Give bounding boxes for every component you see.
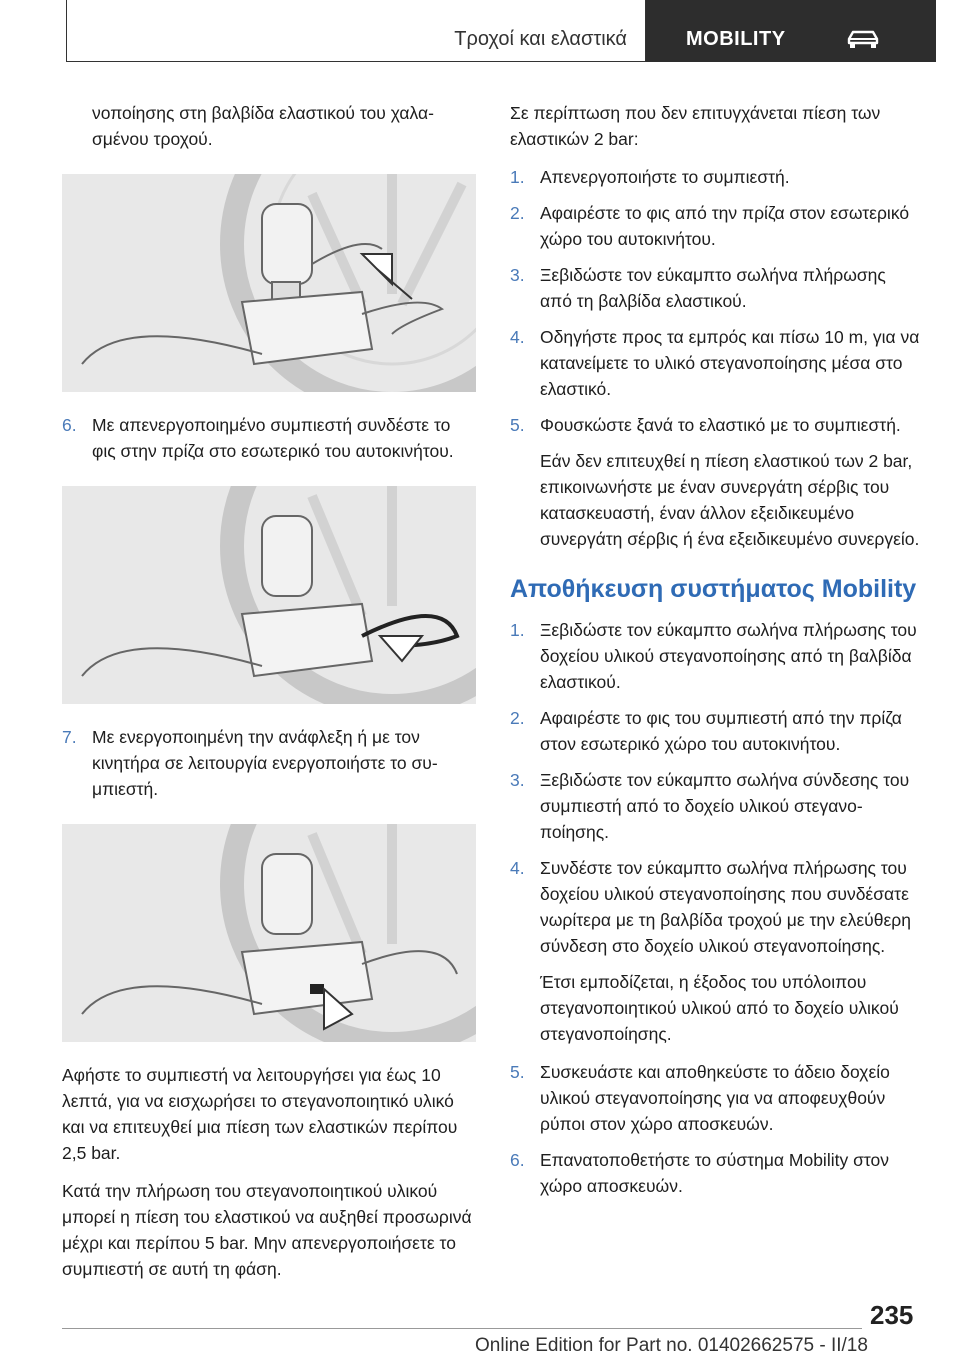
car-icon — [846, 28, 880, 50]
step-4-note: Έτσι εμποδίζεται, η έξοδος του υπόλοιπου στεγανοποιητικού υλικού από το δοχείο υλικού στεγανοποίησης. — [540, 972, 899, 1044]
step-number: 5. — [510, 415, 525, 435]
step-number: 2. — [510, 203, 525, 223]
page-header — [66, 0, 936, 62]
figure-compressor-plug — [62, 486, 476, 704]
step-text: Με απενεργοποιημένο συμπιεστή συνδέστε το φις στην πρίζα στο εσωτερικό του αυτοκινήτου. — [92, 415, 454, 461]
step-6 — [62, 412, 472, 464]
step-text: Απενεργοποιήστε το συμπιεστή. — [540, 167, 790, 187]
header-section-box — [66, 0, 646, 62]
mobility-tab — [646, 0, 936, 62]
step-number: 4. — [510, 327, 525, 347]
left-para-2: Κατά την πλήρωση του στεγανοποιητικού υλικού μπορεί η πίεση του ελαστικού να αυξηθεί προσωρινά μέχρι και περίπου 5 bar. Μην απενεργοποιήσετε το συμπιεστή σε αυτή τη φάση. — [62, 1181, 472, 1279]
step-text: Με ενεργοποιημένη την ανάφλεξη ή με τον κινητήρα σε λειτουργία ενεργοποιήστε το συμπιεστή. — [92, 727, 438, 799]
step-b-4 — [510, 855, 920, 959]
step-number: 3. — [510, 770, 525, 790]
step-c-6 — [510, 1147, 920, 1199]
step-text: Ξεβιδώστε τον εύκαμπτο σωλήνα πλήρωσης από τη βαλβίδα ελαστικού. — [540, 265, 886, 311]
step-number: 1. — [510, 620, 525, 640]
step-7 — [62, 724, 472, 802]
tab-label: MOBILITY — [686, 28, 786, 50]
step-text: Συνδέστε τον εύκαμπτο σωλήνα πλήρωσης του δοχείου υλικού στεγανοποίησης που συνδέσατε νωρίτερα με τη βαλβίδα τροχού με την ελεύθερη σύνδεση στο δοχείο υλικού στεγανοποίησης. — [540, 858, 911, 956]
page-number: 235 — [870, 1300, 914, 1330]
step-number: 2. — [510, 708, 525, 728]
step-a-2 — [510, 200, 920, 252]
step-text: Ξεβιδώστε τον εύκαμπτο σωλήνα πλήρωσης του δοχείου υλικού στεγανοποίησης από τη βαλβίδα ελαστικού. — [540, 620, 917, 692]
left-column — [62, 100, 472, 1294]
step-text: Συσκευάστε και αποθηκεύστε το άδειο δοχείο υλικού στεγανοποίησης για να αποφευχθούν ρύποι στον χώρο αποσκευών. — [540, 1062, 890, 1134]
edition-text: Online Edition for Part no. 01402662575 - II/18 — [475, 1335, 868, 1356]
compressor-illustration — [62, 174, 476, 392]
step-b-3 — [510, 767, 920, 845]
step-text: Επανατοποθετήστε το σύστημα Mobility στον χώρο αποσκευών. — [540, 1150, 890, 1196]
step-number: 6. — [62, 415, 77, 435]
step-a-5 — [510, 412, 920, 438]
compressor-switch-illustration — [62, 824, 476, 1042]
step-text: Οδηγήστε προς τα εμπρός και πίσω 10 m, για να κατανείμετε το υλικό στεγανοποίησης μέσα στο ελαστικό. — [540, 327, 920, 399]
left-intro: νοποίησης στη βαλβίδα ελαστικού του χαλασμένου τροχού. — [92, 103, 434, 149]
step-c-5 — [510, 1059, 920, 1137]
footer-divider — [62, 1328, 862, 1329]
right-column — [510, 100, 920, 1209]
step-a-4 — [510, 324, 920, 402]
right-intro: Σε περίπτωση που δεν επιτυγχάνεται πίεση των ελαστικών 2 bar: — [510, 103, 881, 149]
step-text: Αφαιρέστε το φις του συμπιεστή από την πρίζα στον εσωτερικό χώρο του αυτοκινήτου. — [540, 708, 902, 754]
figure-compressor-valve — [62, 174, 476, 392]
step-text: Ξεβιδώστε τον εύκαμπτο σωλήνα σύνδεσης του συμπιεστή από το δοχείο υλικού στεγανοποίησης. — [540, 770, 910, 842]
step-text: Φουσκώστε ξανά το ελαστικό με το συμπιεστή. — [540, 415, 901, 435]
step-text: Αφαιρέστε το φις από την πρίζα στον εσωτερικό χώρο του αυτοκινήτου. — [540, 203, 910, 249]
section-heading: Αποθήκευση συστήματος Mobility — [510, 575, 917, 603]
step-a-1 — [510, 164, 920, 190]
step-5-note: Εάν δεν επιτευχθεί η πίεση ελαστικού των 2 bar, επικοινωνήστε με έναν συνεργάτη σέρβις του κατασκευαστή, έναν άλλον εξειδικευμένο συνεργάτη σέρβις ή ένα εξειδικευμένο συνεργείο. — [540, 451, 920, 549]
step-number: 1. — [510, 167, 525, 187]
step-b-2 — [510, 705, 920, 757]
step-number: 4. — [510, 858, 525, 878]
step-number: 3. — [510, 265, 525, 285]
step-a-3 — [510, 262, 920, 314]
step-b-1 — [510, 617, 920, 695]
figure-compressor-switch — [62, 824, 476, 1042]
section-title: Τροχοί και ελαστικά — [454, 28, 627, 50]
left-para-1: Αφήστε το συμπιεστή να λειτουργήσει για έως 10 λεπτά, για να εισχωρήσει το στεγανοποιητικό υλικό και να επιτευχθεί μια πίεση των ελαστικών περίπου 2,5 bar. — [62, 1065, 458, 1163]
step-number: 6. — [510, 1150, 525, 1170]
step-number: 7. — [62, 727, 77, 747]
compressor-plug-illustration — [62, 486, 476, 704]
step-number: 5. — [510, 1062, 525, 1082]
